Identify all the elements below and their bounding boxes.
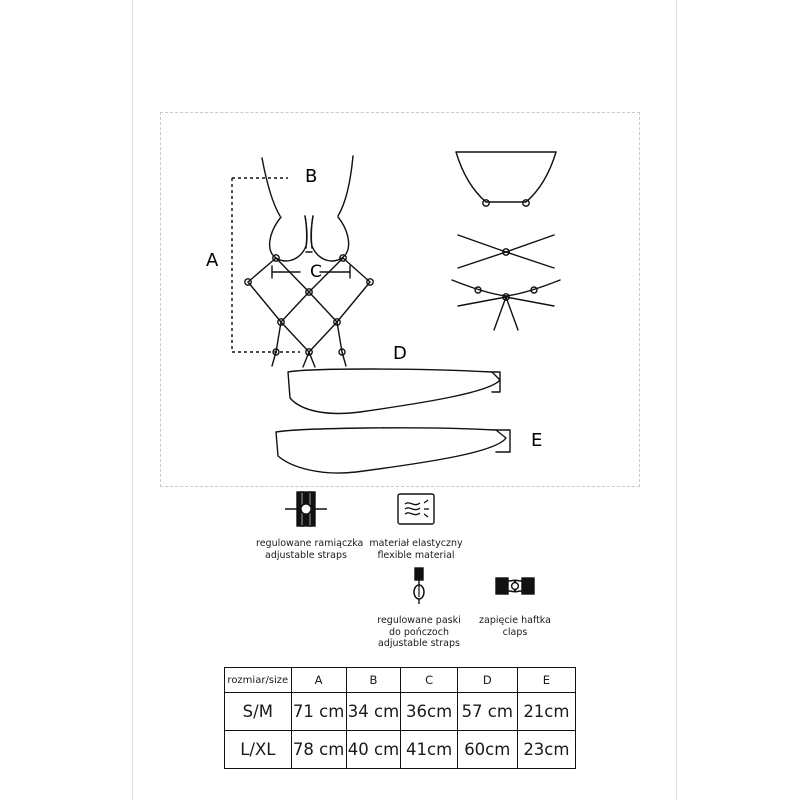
feature-label-line2: flexible material <box>377 549 455 561</box>
feature-adjustable-straps <box>256 488 364 561</box>
measure-label-d: D <box>393 343 407 364</box>
feature-label-line1: regulowane ramiączka <box>256 538 364 549</box>
feature-label-line3: adjustable straps <box>378 638 460 649</box>
cell-size: L/XL <box>225 731 292 769</box>
header-cell-b: B <box>346 668 401 693</box>
feature-flexible-material <box>366 488 466 561</box>
cell-size: S/M <box>225 693 292 731</box>
clasp-icon <box>492 565 538 607</box>
header-cell-d: D <box>457 668 517 693</box>
cell-a: 71 cm <box>291 693 346 731</box>
feature-clasps <box>470 565 560 638</box>
measure-label-a: A <box>206 250 219 271</box>
table-row <box>225 731 576 769</box>
table-header-row <box>225 668 576 693</box>
feature-label-line2: adjustable straps <box>265 549 347 561</box>
garter-strap-icon <box>396 565 442 607</box>
feature-label-line2: do pończoch <box>389 626 449 638</box>
adjustable-strap-icon <box>283 488 329 530</box>
feature-label-line2: claps <box>502 626 528 638</box>
header-cell-e: E <box>517 668 575 693</box>
cell-c: 41cm <box>401 731 457 769</box>
header-cell-a: A <box>291 668 346 693</box>
cell-c: 36cm <box>401 693 457 731</box>
feature-adjustable-garter-straps <box>368 565 470 650</box>
cell-d: 57 cm <box>457 693 517 731</box>
feature-label-line1: materiał elastyczny <box>369 538 463 549</box>
cell-a: 78 cm <box>291 731 346 769</box>
measure-label-e: E <box>531 430 543 451</box>
cell-e: 23cm <box>517 731 575 769</box>
cell-e: 21cm <box>517 693 575 731</box>
header-cell-c: C <box>401 668 457 693</box>
flexible-material-icon <box>393 488 439 530</box>
feature-label-line1: zapięcie haftka <box>479 615 551 626</box>
size-table <box>224 667 576 769</box>
cell-b: 34 cm <box>346 693 401 731</box>
measure-label-b: B <box>305 166 318 187</box>
cell-d: 60cm <box>457 731 517 769</box>
header-cell-size: rozmiar/size <box>225 668 292 693</box>
cell-b: 40 cm <box>346 731 401 769</box>
table-row <box>225 693 576 731</box>
feature-label-line1: regulowane paski <box>377 615 461 626</box>
measure-label-c: C <box>310 262 322 282</box>
